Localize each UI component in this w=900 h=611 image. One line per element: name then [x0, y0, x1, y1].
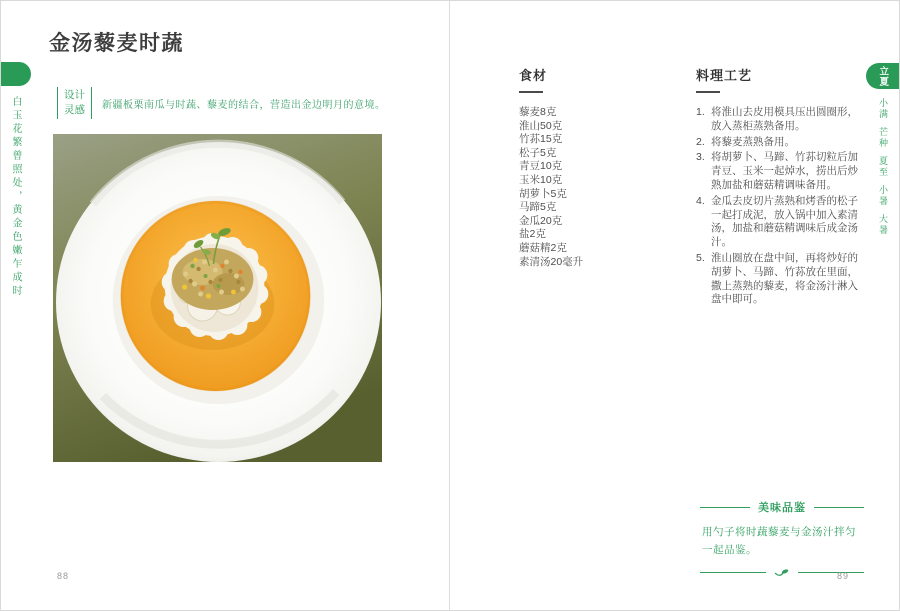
ingredients-heading: 食材	[519, 68, 548, 83]
heading-underline	[519, 91, 543, 93]
cooking-step: 将淮山去皮用模具压出圆圈形，放入蒸柜蒸熟备用。	[711, 106, 858, 132]
side-poem: 白玉花繁曾照处，黄金色嫩乍成时	[10, 96, 21, 299]
ingredient-item: 淮山50克	[519, 119, 563, 132]
rule-line	[700, 572, 766, 573]
solar-term-tab-active	[866, 63, 899, 89]
ingredient-item: 竹荪15克	[519, 133, 563, 146]
design-inspiration-label	[57, 87, 92, 119]
rule-line	[814, 507, 864, 508]
ingredient-item: 玉米10克	[519, 173, 563, 186]
solar-term-edge-tab-left	[1, 62, 31, 86]
ingredient-item: 蘑菇精2克	[519, 241, 567, 254]
recipe-title: 金汤藜麦时蔬	[49, 32, 184, 55]
ingredient-item: 胡萝卜5克	[519, 187, 567, 200]
ingredient-item: 金瓜20克	[519, 214, 563, 227]
tasting-note-text: 用勺子将时蔬藜麦与金汤汁拌匀一起品鉴。	[702, 526, 856, 557]
design-inspiration-text: 新疆板栗南瓜与时蔬、藜麦的结合，营造出金边明月的意境。	[102, 99, 386, 111]
page-number-left: 88	[57, 571, 70, 581]
ingredient-item: 青豆10克	[519, 160, 563, 173]
ingredients-section	[519, 65, 679, 269]
cooking-step: 将藜麦蒸熟备用。	[711, 135, 795, 148]
design-inspiration-note	[57, 87, 386, 119]
solar-term-index	[866, 63, 899, 243]
ingredients-list	[519, 106, 679, 269]
cooking-process-heading: 料理工艺	[696, 68, 753, 83]
solar-term-item: 夏至	[878, 156, 888, 178]
ingredient-item: 松子5克	[519, 146, 557, 159]
dish-photo	[53, 134, 382, 462]
solar-term-item: 芒种	[878, 127, 888, 149]
solar-term-item: 大暑	[878, 214, 888, 236]
tasting-note-header	[700, 499, 864, 515]
dish-photo-illustration	[53, 134, 382, 462]
design-label-line2: 灵感	[64, 104, 85, 117]
rule-line	[700, 507, 750, 508]
ingredient-item: 盐2克	[519, 228, 546, 241]
leaf-ornament-icon	[766, 568, 798, 577]
cooking-steps-list	[696, 106, 864, 307]
cooking-process-section	[696, 65, 864, 309]
cooking-step: 金瓜去皮切片蒸熟和烤香的松子一起打成泥，放入锅中加入素清汤，加盐和蘑菇精调味后成金汤汁。	[711, 194, 858, 249]
ingredient-item: 素清汤20毫升	[519, 255, 584, 268]
heading-underline	[696, 91, 720, 93]
solar-term-item: 小暑	[878, 185, 888, 207]
solar-term-active-label: 立夏	[877, 65, 889, 87]
page-fold-divider	[449, 1, 450, 610]
ingredient-item: 马蹄5克	[519, 201, 557, 214]
tasting-note-heading: 美味品鉴	[758, 502, 806, 514]
page-number-right: 89	[837, 571, 850, 581]
cooking-step: 将胡萝卜、马蹄、竹荪切粒后加青豆、玉米一起焯水，捞出后炒熟加盐和蘑菇精调味备用。	[711, 151, 858, 191]
cooking-step: 淮山圈放在盘中间，再将炒好的胡萝卜、马蹄、竹荪放在里面，撒上蒸熟的藜麦，将金汤汁淋入盘中即可。	[711, 251, 858, 306]
rule-line	[798, 572, 864, 573]
ingredient-item: 藜麦8克	[519, 106, 557, 118]
tasting-note-box	[700, 499, 864, 577]
design-label-line1: 设计	[64, 89, 85, 101]
solar-term-item: 小满	[878, 98, 888, 120]
